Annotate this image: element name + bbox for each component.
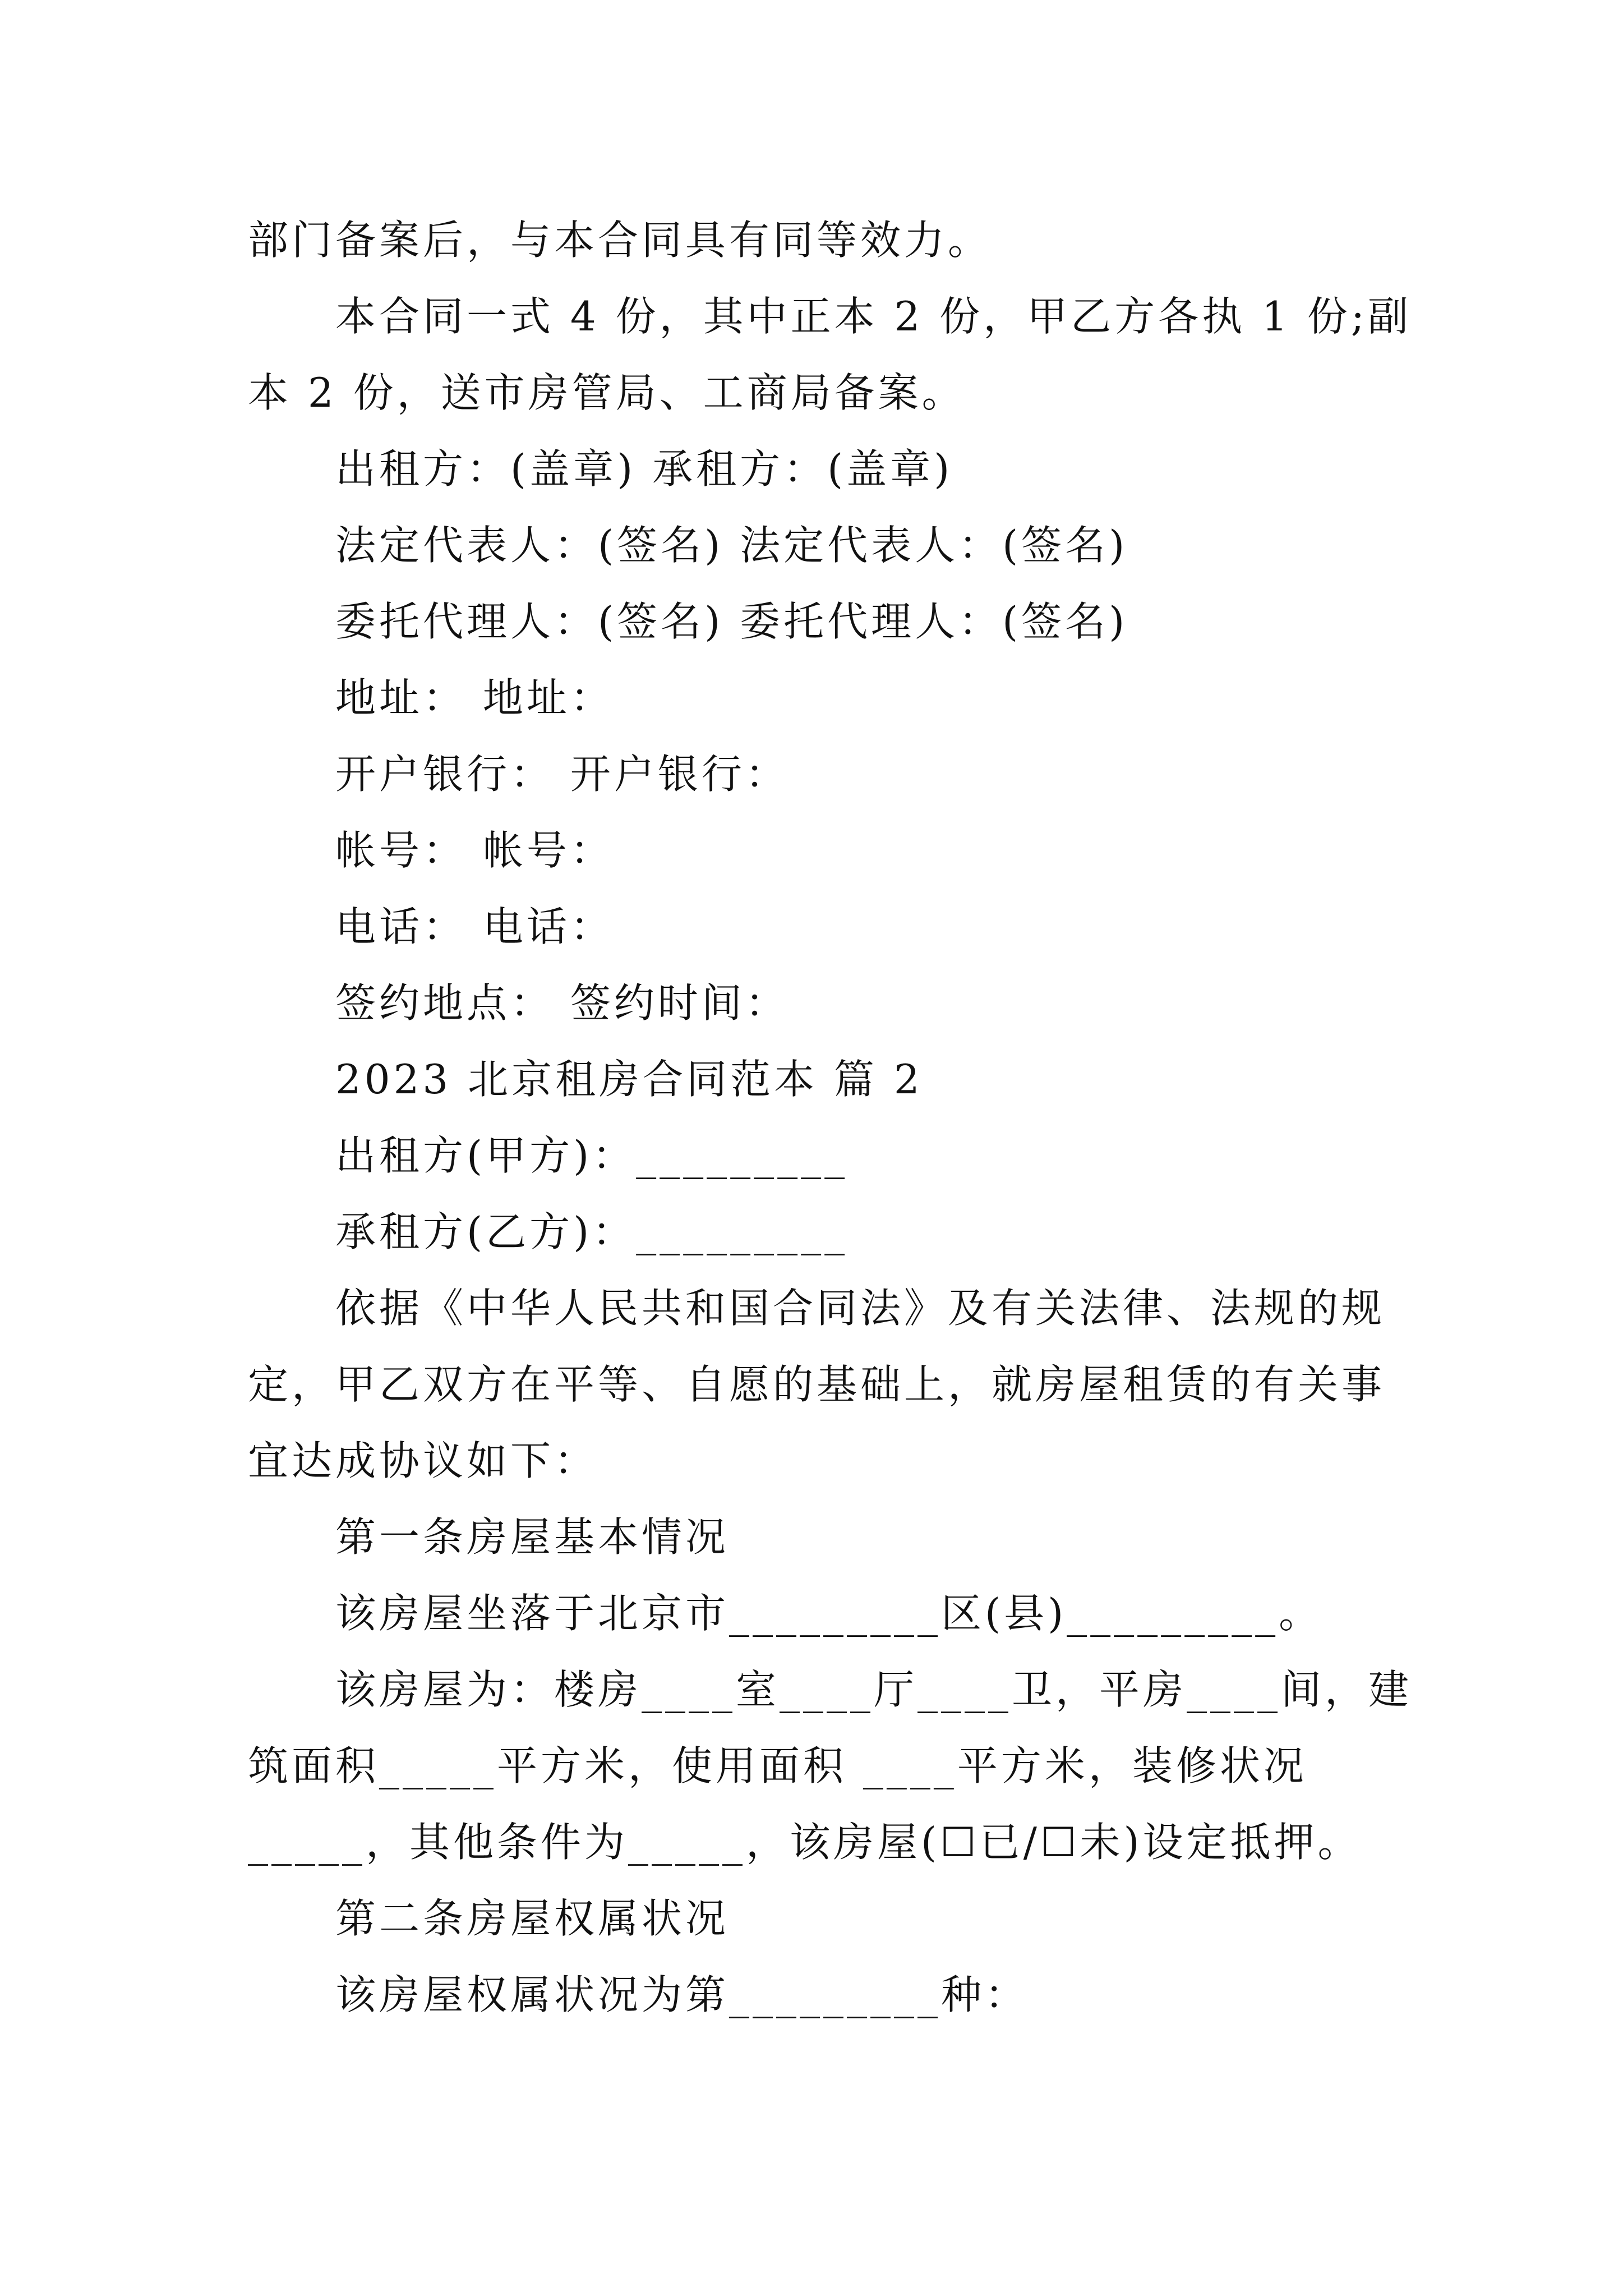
text-line: 该房屋权属状况为第_________种： [335,1971,1029,2018]
text-line: 出租方(甲方)：_________ [335,1132,849,1179]
text-line: 法定代表人：(签名) 法定代表人：(签名) [335,522,1128,569]
text-line: 该房屋坐落于北京市_________区(县)_________。 [335,1590,1323,1637]
text-line: 开户银行： 开户银行： [335,751,789,798]
text-line: 承租方(乙方)：_________ [335,1208,849,1255]
text-line: 地址： 地址： [335,674,614,721]
text-line: 帐号： 帐号： [335,827,614,874]
text-line: 依据《中华人民共和国合同法》及有关法律、法规的规 [335,1285,1386,1332]
text-line: 委托代理人：(签名) 委托代理人：(签名) [335,598,1128,645]
article-heading: 第二条房屋权属状况 [335,1895,730,1942]
text-line: 本 2 份，送市房管局、工商局备案。 [248,369,966,416]
text-line: 出租方：(盖章) 承租方：(盖章) [335,445,953,493]
text-line: 部门备案后，与本合同具有同等效力。 [248,217,992,264]
text-line: 该房屋为：楼房____室____厅____卫，平房____间，建 [335,1666,1413,1713]
article-heading: 第一条房屋基本情况 [335,1513,730,1561]
text-line: 电话： 电话： [335,903,614,950]
text-line: 筑面积_____平方米，使用面积 ____平方米，装修状况 [248,1742,1307,1789]
text-line: 定，甲乙双方在平等、自愿的基础上，就房屋租赁的有关事 [248,1361,1386,1408]
text-line: 签约地点： 签约时间： [335,979,789,1027]
text-line: 宜达成协议如下： [248,1437,598,1484]
text-line: _____，其他条件为_____，该房屋(☐已/☐未)设定抵押。 [248,1819,1362,1866]
text-line: 本合同一式 4 份，其中正本 2 份，甲乙方各执 1 份;副 [335,293,1412,340]
section-heading: 2023 北京租房合同范本 篇 2 [335,1056,923,1103]
